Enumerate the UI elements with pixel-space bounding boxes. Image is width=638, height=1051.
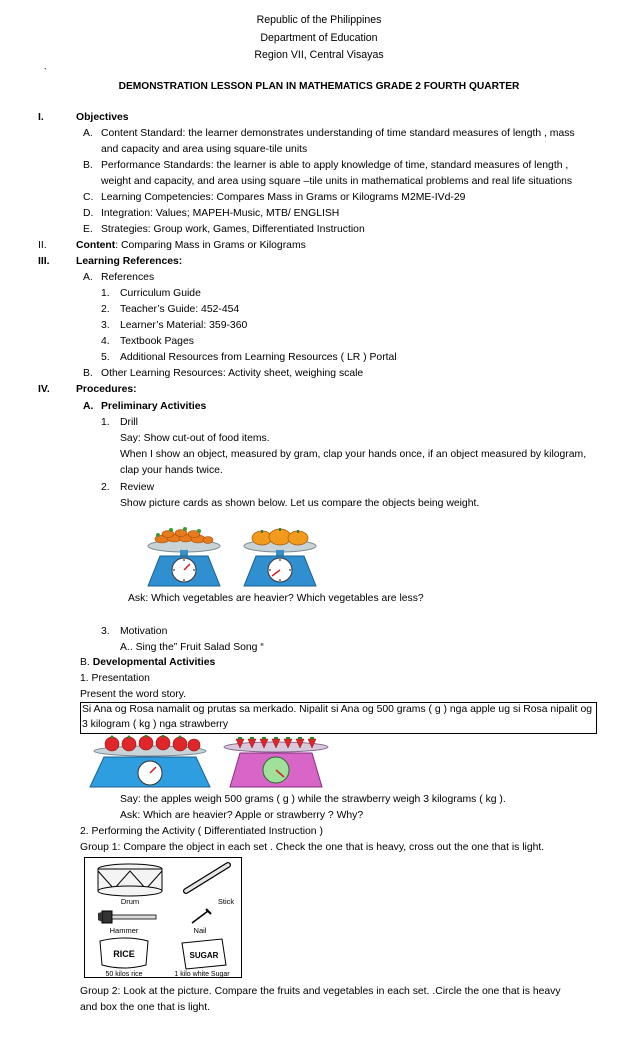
dev-text: Developmental Activities (92, 657, 216, 668)
obj-a-letter: A. (83, 128, 93, 139)
obj-d-letter: D. (83, 208, 94, 219)
stray-mark: ` (44, 67, 47, 77)
word-story-line2: 3 kilogram ( kg ) nga strawberry (82, 719, 229, 730)
ref-2-num: 2. (101, 304, 110, 315)
review-title: Review (120, 482, 155, 493)
group2-instructions: Group 2: Look at the picture. Compare the fruits and vegetables in each set. .Circle the one that is heavy (80, 986, 561, 997)
label-nail: Nail (193, 926, 207, 935)
proc-a-text: Preliminary Activities (101, 401, 207, 412)
label-hammer: Hammer (109, 926, 139, 935)
present-story: Present the word story. (80, 689, 187, 700)
label-stick: Stick (217, 897, 235, 906)
ref-b-text: Other Learning Resources: Activity sheet, weighing scale (101, 368, 364, 379)
motivation-sing: A.. Sing the” Fruit Salad Song “ (120, 642, 264, 653)
ref-3-num: 3. (101, 320, 110, 331)
review-show: Show picture cards as shown below. Let us compare the objects being weight. (120, 498, 480, 509)
section-num-2: II. (38, 240, 47, 251)
ref-4-num: 4. (101, 336, 110, 347)
ref-2-text: Teacher’s Guide: 452-454 (120, 304, 240, 315)
drum-icon (98, 864, 162, 896)
scale-apples-icon (90, 735, 210, 787)
proc-a-letter: A. (83, 401, 94, 412)
section-content (76, 238, 306, 254)
drill-say: Say: Show cut-out of food items. (120, 433, 270, 444)
ask-vegetables: Ask: Which vegetables are heavier? Which vegetables are less? (128, 593, 424, 604)
scale-strawberries-icon (224, 737, 328, 787)
performing-activity: 2. Performing the Activity ( Differentiated Instruction ) (80, 826, 323, 837)
label-rice: 50 kilos rice (105, 971, 143, 978)
ref-b-letter: B. (83, 368, 93, 379)
label-drum: Drum (120, 897, 140, 906)
ask-heavier: Ask: Which are heavier? Apple or strawberry ? Why? (120, 810, 364, 821)
ref-a-text: References (101, 272, 155, 283)
drill-num: 1. (101, 417, 110, 428)
motivation-title: Motivation (120, 626, 168, 637)
group1-instructions: Group 1: Compare the object in each set . Check the one that is heavy, cross out the one that is light. (80, 842, 545, 853)
word-story-line1: Si Ana og Rosa namalit og prutas sa merkado. Nipalit si Ana og 500 grams ( g ) nga apple ug si Rosa nipalit og (82, 704, 593, 715)
obj-b-text: Performance Standards: the learner is able to apply knowledge of time, standard measures of length , (101, 160, 569, 171)
header-region: Region VII, Central Visayas (254, 49, 384, 61)
presentation-heading: 1. Presentation (80, 673, 150, 684)
ref-5-num: 5. (101, 352, 110, 363)
review-num: 2. (101, 482, 110, 493)
scale-carrots-icon (148, 527, 220, 586)
header-republic: Republic of the Philippines (256, 14, 382, 26)
motivation-num: 3. (101, 626, 110, 637)
developmental-heading (80, 655, 215, 671)
obj-c-text: Learning Competencies: Compares Mass in Grams or Kilograms M2ME-IVd-29 (101, 192, 466, 203)
ref-3-text: Learner’s Material: 359-360 (120, 320, 248, 331)
ref-1-text: Curriculum Guide (120, 288, 201, 299)
section-num-3: III. (38, 256, 50, 267)
dev-letter: B. (80, 657, 90, 668)
obj-a-text: Content Standard: the learner demonstrates understanding of time standard measures of length , mass (101, 128, 575, 139)
obj-c-letter: C. (83, 192, 94, 203)
section-num-1: I. (38, 112, 44, 123)
say-apples: Say: the apples weigh 500 grams ( g ) while the strawberry weigh 3 kilograms ( kg ). (120, 794, 506, 805)
drill-when: When I show an object, measured by gram, clap your hands once, if an object measured by kilogram, (120, 449, 587, 460)
document-title: DEMONSTRATION LESSON PLAN IN MATHEMATICS GRADE 2 FOURTH QUARTER (118, 81, 520, 92)
content-label: Content (76, 240, 116, 251)
sugar-bag-icon (182, 939, 226, 969)
section-objectives: Objectives (76, 112, 129, 123)
section-num-4: IV. (38, 384, 50, 395)
obj-b-text2: weight and capacity, and area using square –tile units in mathematical problems and real life situations (101, 176, 573, 187)
fruit-scales-image (84, 735, 334, 789)
obj-a-text2: and capacity and area using square-tile units (101, 144, 308, 155)
ref-a-letter: A. (83, 272, 93, 283)
obj-e-letter: E. (83, 224, 93, 235)
obj-d-text: Integration: Values; MAPEH-Music, MTB/ ENGLISH (101, 208, 340, 219)
group1-worksheet-image (84, 857, 242, 978)
scale-pumpkins-icon (244, 528, 316, 586)
content-text: : Comparing Mass in Grams or Kilograms (115, 240, 306, 251)
section-learning-references: Learning References: (76, 256, 183, 267)
obj-e-text: Strategies: Group work, Games, Differentiated Instruction (101, 224, 365, 235)
ref-1-num: 1. (101, 288, 110, 299)
drill-when2: clap your hands twice. (120, 465, 223, 476)
ref-5-text: Additional Resources from Learning Resources ( LR ) Portal (120, 352, 397, 363)
label-sugar: 1 kilo white Sugar (174, 971, 230, 978)
section-procedures: Procedures: (76, 384, 137, 395)
drill-title: Drill (120, 417, 138, 428)
ref-4-text: Textbook Pages (120, 336, 194, 347)
rice-sack-icon (100, 938, 148, 968)
obj-b-letter: B. (83, 160, 93, 171)
sugar-bag-text: SUGAR (189, 951, 219, 960)
rice-bag-text: RICE (113, 949, 135, 959)
header-department: Department of Education (260, 32, 378, 44)
vegetable-scales-image (138, 526, 330, 588)
group2-instructions-2: and box the one that is light. (80, 1002, 210, 1013)
